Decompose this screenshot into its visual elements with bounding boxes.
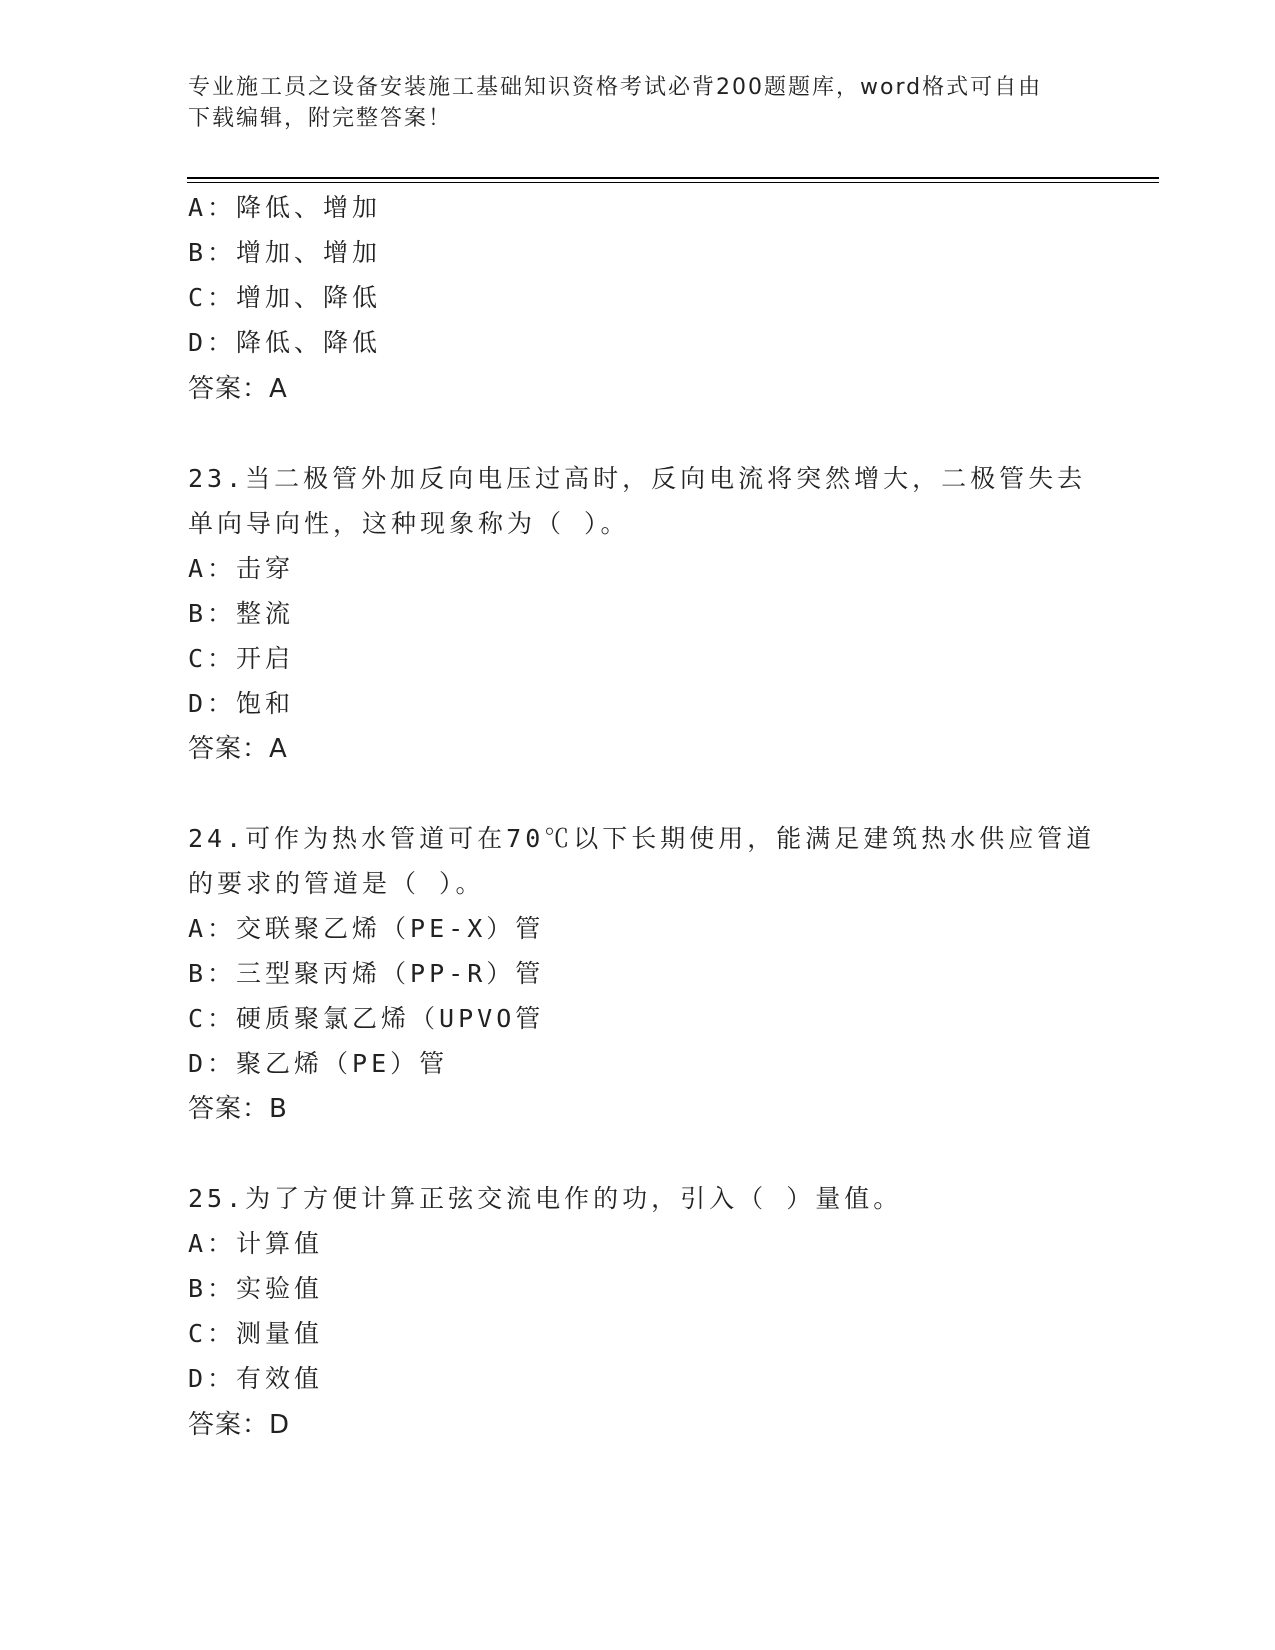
- q23-answer: 答案：A: [188, 734, 288, 764]
- header-line-1: 专业施工员之设备安装施工基础知识资格考试必背200题题库，word格式可自由: [188, 75, 1043, 100]
- q24-option-a: A：交联聚乙烯（PE-X）管: [188, 914, 545, 943]
- q25-answer: 答案：D: [188, 1410, 291, 1440]
- q24-answer: 答案：B: [188, 1094, 288, 1124]
- q22-option-d: D：降低、降低: [188, 328, 382, 357]
- document-header: [188, 72, 1088, 134]
- q22-answer: 答案：A: [188, 374, 288, 404]
- q25-option-a: A：计算值: [188, 1229, 324, 1258]
- q24-stem-line-1: 24.可作为热水管道可在70℃以下长期使用，能满足建筑热水供应管道: [188, 824, 1096, 853]
- q23-stem-line-1: 23.当二极管外加反向电压过高时，反向电流将突然增大，二极管失去: [188, 464, 1087, 493]
- q24-option-c: C：硬质聚氯乙烯（UPVO管: [188, 1004, 545, 1033]
- q25-option-c: C：测量值: [188, 1319, 324, 1348]
- q23-option-b: B：整流: [188, 599, 295, 628]
- q25-stem-line-1: 25.为了方便计算正弦交流电作的功，引入（ ）量值。: [188, 1184, 903, 1213]
- q22-option-b: B：增加、增加: [188, 238, 382, 267]
- q23-option-d: D：饱和: [188, 689, 295, 718]
- q24-option-d: D：聚乙烯（PE）管: [188, 1049, 449, 1078]
- q24-stem-line-2: 的要求的管道是（ ）。: [188, 869, 485, 898]
- header-divider-top: [187, 177, 1159, 179]
- q25-option-b: B：实验值: [188, 1274, 324, 1303]
- q22-option-a: A：降低、增加: [188, 193, 382, 222]
- q25-option-d: D：有效值: [188, 1364, 324, 1393]
- q23-option-a: A：击穿: [188, 554, 295, 583]
- q23-stem-line-2: 单向导向性，这种现象称为（ ）。: [188, 509, 630, 538]
- q24-option-b: B：三型聚丙烯（PP-R）管: [188, 959, 545, 988]
- q22-option-c: C：增加、降低: [188, 283, 382, 312]
- q23-option-c: C：开启: [188, 644, 295, 673]
- header-divider-bottom: [187, 182, 1159, 183]
- header-line-2: 下载编辑，附完整答案！: [188, 106, 453, 131]
